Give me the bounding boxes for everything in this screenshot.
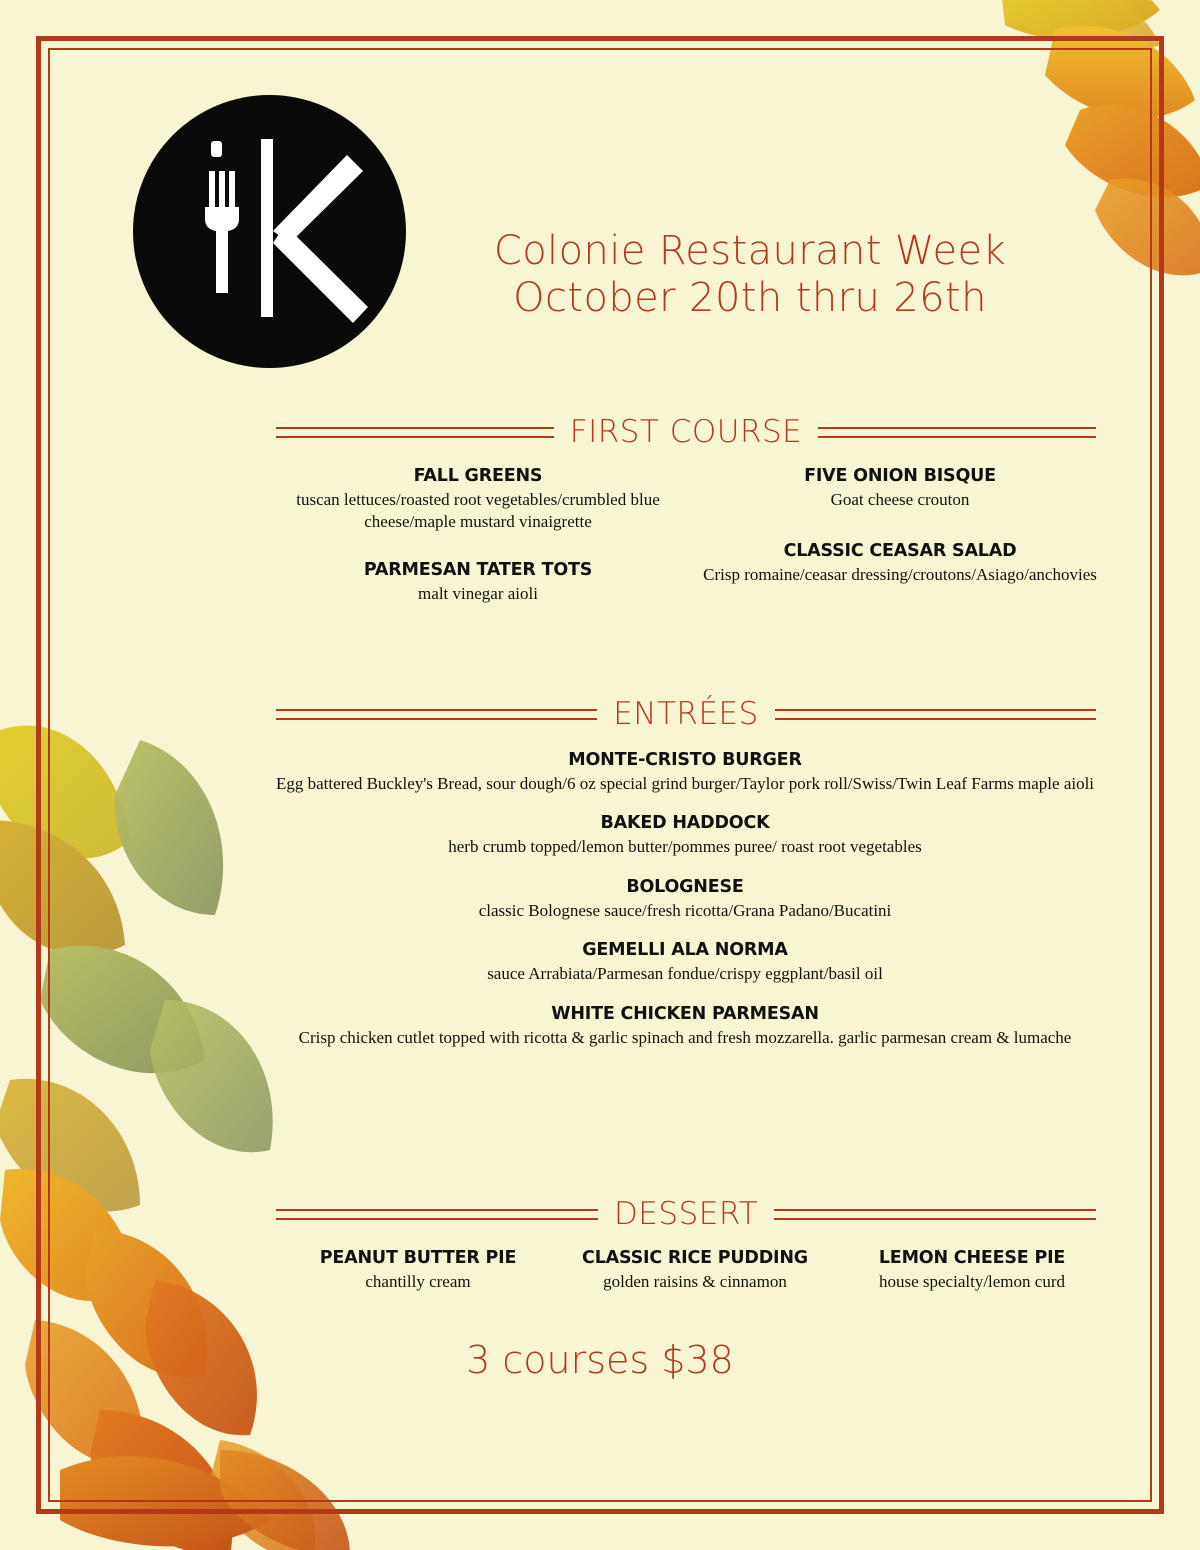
rule-left [276, 709, 597, 720]
rule-right [818, 427, 1096, 438]
dish-name: BOLOGNESE [626, 876, 744, 897]
page-title [430, 228, 1070, 322]
dish-name: GEMELLI ALA NORMA [582, 940, 788, 961]
menu-item [700, 541, 1100, 586]
section-label: DESSERT [613, 1196, 759, 1232]
dish-name: WHITE CHICKEN PARMESAN [551, 1003, 819, 1024]
rule-right [775, 709, 1096, 720]
menu-item [557, 1248, 833, 1293]
dish-name: CLASSIC RICE PUDDING [582, 1248, 808, 1268]
first-course-right-column [700, 466, 1100, 603]
section-label: FIRST COURSE [569, 414, 803, 450]
dish-description: herb crumb topped/lemon butter/pommes puree/ roast root vegetables [448, 837, 922, 857]
dish-description: sauce Arrabiata/Parmesan fondue/crispy eggplant/basil oil [487, 964, 883, 984]
menu-item [288, 560, 668, 605]
dish-name: PEANUT BUTTER PIE [319, 1248, 517, 1268]
entrees-list [270, 750, 1100, 1067]
dish-description: tuscan lettuces/roasted root vegetables/crumbled blue cheese/maple mustard vinaigrette [296, 490, 660, 532]
menu-item [270, 750, 1100, 795]
dish-description: golden raisins & cinnamon [603, 1272, 787, 1291]
dish-name: CLASSIC CEASAR SALAD [783, 541, 1017, 562]
rule-left [276, 1209, 598, 1220]
section-heading-first-course [276, 414, 1096, 450]
menu-item [270, 940, 1100, 985]
menu-item [288, 466, 668, 534]
dish-name: MONTE-CRISTO BURGER [568, 750, 802, 770]
menu-item [280, 1248, 556, 1293]
first-course-left-column [288, 466, 668, 621]
menu-item [270, 813, 1100, 858]
dish-description: Goat cheese crouton [830, 490, 970, 509]
dish-name: PARMESAN TATER TOTS [363, 559, 593, 580]
title-line-2: October 20th thru 26th [513, 275, 987, 322]
menu-item [700, 466, 1100, 511]
menu-item [270, 877, 1100, 922]
dish-name: BAKED HADDOCK [600, 813, 770, 834]
title-line-1: Colonie Restaurant Week [493, 228, 1007, 274]
dish-description: chantilly cream [365, 1272, 471, 1291]
menu-item [270, 1004, 1100, 1049]
dish-description: malt vinegar aioli [418, 583, 538, 603]
dish-description: Crisp romaine/ceasar dressing/croutons/Asiago/anchovies [703, 565, 1097, 585]
rule-right [774, 1209, 1096, 1220]
dish-name: FALL GREENS [413, 466, 543, 486]
section-label: ENTRÉES [613, 696, 759, 732]
section-heading-dessert [276, 1196, 1096, 1232]
dish-description: classic Bolognese sauce/fresh ricotta/Grana Padano/Bucatini [478, 900, 892, 920]
menu-item [834, 1248, 1110, 1293]
rule-left [276, 427, 554, 438]
dish-name: FIVE ONION BISQUE [804, 466, 996, 486]
dish-description: house specialty/lemon curd [878, 1272, 1065, 1291]
dessert-list [280, 1248, 1110, 1293]
price-line: 3 courses $38 [466, 1338, 734, 1382]
restaurant-logo [133, 95, 406, 368]
dish-description: Egg battered Buckley's Bread, sour dough/6 oz special grind burger/Taylor pork roll/Swiss/Twin Leaf Farms maple aioli [275, 774, 1095, 793]
section-heading-entrees [276, 696, 1096, 732]
dish-name: LEMON CHEESE PIE [878, 1248, 1066, 1268]
dish-description: Crisp chicken cutlet topped with ricotta & garlic spinach and fresh mozzarella. garlic parmesan cream & lumache [298, 1027, 1072, 1047]
